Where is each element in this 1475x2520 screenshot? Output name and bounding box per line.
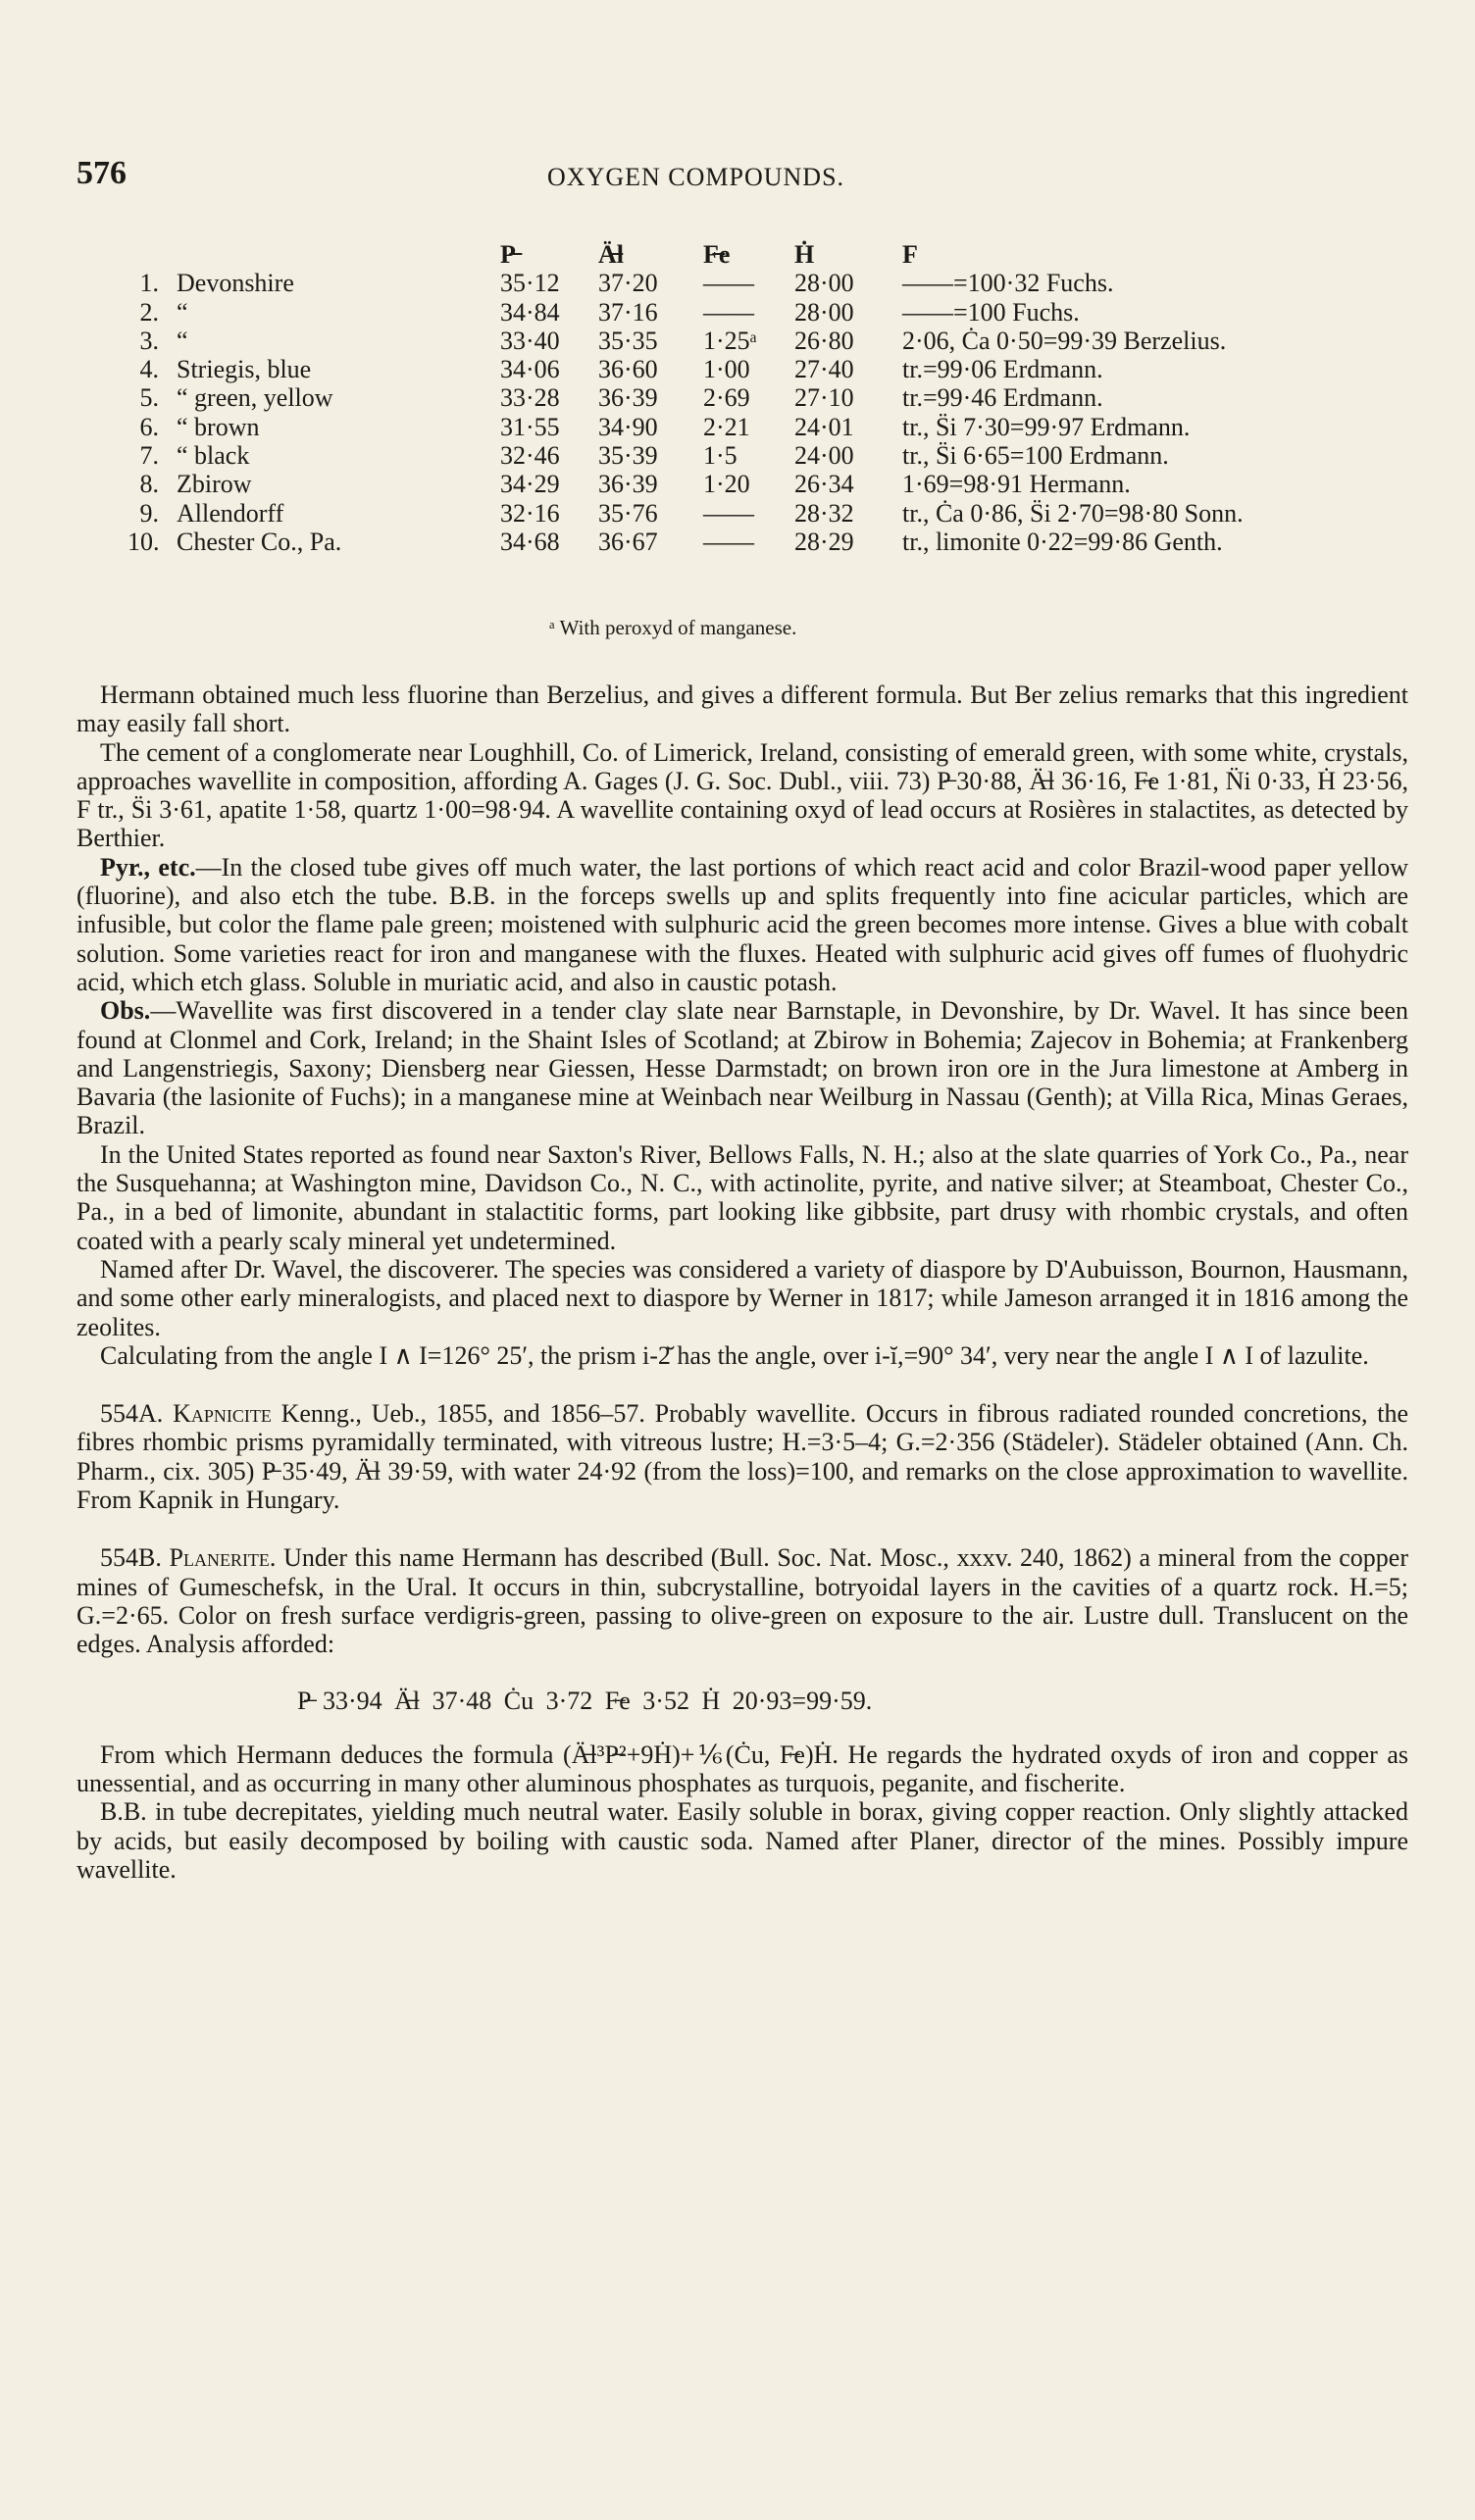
paragraph: B.B. in tube decrepitates, yielding much neutral water. Easily soluble in borax, giving copper reaction. Only slightly attacked by acids, but easily decomposed by boiling with caustic soda. Named after Planer, director of the mines. Possibly impure wavellite. xyxy=(76,1797,1408,1884)
cell-phosphoric: 34·29 xyxy=(500,470,560,499)
cell-iron: 2·21 xyxy=(703,412,750,441)
cell-alumina: 36·60 xyxy=(598,355,658,384)
cell-water: 28·29 xyxy=(794,527,854,556)
table-body xyxy=(127,269,1402,556)
table-row xyxy=(127,355,1402,383)
cell-remainder: tr., limonite 0·22=99·86 Genth. xyxy=(902,527,1223,556)
cell-alumina: 36·67 xyxy=(598,527,658,556)
cell-iron: —— xyxy=(703,527,754,556)
paragraph: In the United States reported as found near Saxton's River, Bellows Falls, N. H.; also at the slate quarries of York Co., Pa., near the Susquehanna; at Washington mine, Davidson Co., N. C., with actinolite, pyrite, and native silver; at Steamboat, Chester Co., Pa., in a bed of limonite, abundant in stalactitic forms, part looking like gibbsite, part drusy with rhombic crystals, and often coated with a pearly scaly mineral yet undetermined. xyxy=(76,1139,1408,1255)
paragraph: Hermann obtained much less fluorine than Berzelius, and gives a different formula. But Ber zelius remarks that this ingredient may easily fall short. xyxy=(76,680,1408,738)
row-locality: “ black xyxy=(177,441,250,471)
cell-phosphoric: 33·40 xyxy=(500,326,560,355)
row-locality: Zbirow xyxy=(177,470,252,499)
cell-remainder: tr.=99·46 Erdmann. xyxy=(902,383,1103,413)
cell-remainder: tr.=99·06 Erdmann. xyxy=(902,355,1103,384)
row-number: 2. xyxy=(139,297,159,327)
table-row xyxy=(127,298,1402,327)
cell-iron: —— xyxy=(703,269,754,298)
cell-iron: —— xyxy=(703,498,754,528)
table-header-row xyxy=(127,240,1402,269)
row-locality: “ xyxy=(177,326,188,355)
row-locality: “ brown xyxy=(177,412,260,441)
cell-remainder: ——=100·32 Fuchs. xyxy=(902,269,1114,298)
cell-iron: —— xyxy=(703,297,754,327)
kap-text: Kenng., Ueb., 1855, and 1856–57. Probably wavellite. Occurs in fibrous radiated rounded concretions, the fibres rhombic prisms pyramidally terminated, with vitreous lustre; H.=3·5–4; G.=2·356 (Städeler). Städeler obtained (Ann. Ch. Pharm., cix. 305) P̶ 35·49, Ä̶l 39·59, with water 24·92 (from the loss)=100, and remarks on the close approximation to wavellite. From Kapnik in Hungary. xyxy=(76,1399,1408,1515)
page-header xyxy=(76,155,1391,194)
cell-water: 28·00 xyxy=(794,269,854,298)
table-row xyxy=(127,269,1402,297)
cell-water: 24·00 xyxy=(794,441,854,471)
obs-text: —Wavellite was first discovered in a tender clay slate near Barnstaple, in Devonshire, by Dr. Wavel. It has since been found at Clonmel and Cork, Ireland; in the Shaint Isles of Scotland; at Zbirow in Bohemia; Zajecov in Bohemia; at Frankenberg and Langenstriegis, Saxony; Diensberg near Giessen, Hesse Darmstadt; on brown iron ore in the Jura limestone at Amberg in Bavaria (the lasionite of Fuchs); in a manganese mine at Weinbach near Weilburg in Nassau (Genth); at Villa Rica, Minas Geraes, Brazil. xyxy=(76,996,1408,1140)
row-locality: Devonshire xyxy=(177,269,294,298)
plan-name: Planerite. xyxy=(169,1543,277,1573)
col-header-phosphoric: P̶ xyxy=(500,240,516,269)
cell-alumina: 37·20 xyxy=(598,269,658,298)
kap-number: 554A. xyxy=(100,1399,164,1429)
cell-water: 26·80 xyxy=(794,326,854,355)
cell-alumina: 36·39 xyxy=(598,383,658,413)
table-row xyxy=(127,528,1402,556)
pyr-text: —In the closed tube gives off much water, the last portions of which react acid and color Brazil-wood paper yellow (fluorine), and also etch the tube. B.B. in the forceps swells up and splits frequently into fine acicular particles, which are infusible, but color the flame pale green; moistened with sulphuric acid the green becomes more intense. Gives a blue with cobalt solution. Some varieties react for iron and manganese with the fluxes. Heated with sulphuric acid gives off fumes of fluohydric acid, which etch glass. Soluble in muriatic acid, and also in caustic potash. xyxy=(76,852,1408,996)
table-row xyxy=(127,327,1402,355)
page-number: 576 xyxy=(76,155,127,191)
paragraph-observations xyxy=(76,996,1408,1139)
cell-phosphoric: 34·84 xyxy=(500,297,560,327)
table-row xyxy=(127,470,1402,498)
cell-water: 27·40 xyxy=(794,355,854,384)
plan-text: Under this name Hermann has described (Bull. Soc. Nat. Mosc., xxxv. 240, 1862) a mineral from the copper mines of Gumeschefsk, in the Ural. It occurs in thin, subcrystalline, botryoidal layers in the cavities of a quartz rock. H.=5; G.=2·65. Color on fresh surface verdigris-green, passing to olive-green on exposure to the air. Lustre dull. Translucent on the edges. Analysis afforded: xyxy=(76,1543,1408,1659)
cell-remainder: 1·69=98·91 Hermann. xyxy=(902,470,1131,499)
row-locality: Allendorff xyxy=(177,498,284,528)
cell-phosphoric: 32·46 xyxy=(500,441,560,471)
row-locality: Striegis, blue xyxy=(177,355,312,384)
row-locality: “ xyxy=(177,297,188,327)
row-number: 4. xyxy=(139,355,159,384)
table-row xyxy=(127,499,1402,528)
cell-water: 28·32 xyxy=(794,498,854,528)
plan-number: 554B. xyxy=(100,1543,162,1573)
row-number: 10. xyxy=(127,527,160,556)
analysis-table xyxy=(127,240,1402,556)
cell-phosphoric: 33·28 xyxy=(500,383,560,413)
cell-alumina: 35·35 xyxy=(598,326,658,355)
cell-phosphoric: 35·12 xyxy=(500,269,560,298)
cell-phosphoric: 31·55 xyxy=(500,412,560,441)
paragraph-pyrognostics xyxy=(76,853,1408,996)
col-header-fluorine: F xyxy=(902,240,918,269)
table-row xyxy=(127,383,1402,412)
col-header-water: Ḣ xyxy=(794,240,815,269)
cell-phosphoric: 34·68 xyxy=(500,527,560,556)
paragraph: Named after Dr. Wavel, the discoverer. The species was considered a variety of diaspore by D'Aubuisson, Bournon, Hausmann, and some other early mineralogists, and placed next to diaspore by Werner in 1817; while Jameson arranged it in 1816 among the zeolites. xyxy=(76,1254,1408,1341)
cell-iron: 2·69 xyxy=(703,383,750,413)
paragraph: The cement of a conglomerate near Loughhill, Co. of Limerick, Ireland, consisting of emerald green, with some white, crystals, approaches wavellite in composition, affording A. Gages (J. G. Soc. Dubl., viii. 73) P̶ 30·88, Ä̶l 36·16, F̶e 1·81, N̈i 0·33, Ḣ 23·56, F tr., S̈i 3·61, apatite 1·58, quartz 1·00=98·94. A wavellite containing oxyd of lead occurs at Rosières in stalactites, as detected by Berthier. xyxy=(76,737,1408,853)
analysis-formula: P̶ 33·94 Ä̶l 37·48 Ċu 3·72 F̶e 3·52 Ḣ 20·93=99·59. xyxy=(297,1686,873,1715)
cell-alumina: 35·39 xyxy=(598,441,658,471)
row-locality: Chester Co., Pa. xyxy=(177,527,342,556)
cell-remainder: tr., Ċa 0·86, S̈i 2·70=98·80 Sonn. xyxy=(902,498,1244,528)
paragraph: From which Hermann deduces the formula (Ä̶l³P̶²+9Ḣ)+⅙(Ċu, F̶e)Ḣ. He regards the hydrated oxyds of iron and copper as unessential, and as occurring in many other aluminous phosphates as turquois, peganite, and fischerite. xyxy=(76,1739,1408,1798)
kap-name: Kapnicite xyxy=(173,1399,272,1429)
table-row xyxy=(127,441,1402,470)
row-number: 9. xyxy=(139,498,159,528)
cell-water: 28·00 xyxy=(794,297,854,327)
row-number: 8. xyxy=(139,470,159,499)
row-number: 1. xyxy=(139,269,159,298)
cell-remainder: tr., S̈i 7·30=99·97 Erdmann. xyxy=(902,412,1191,441)
table-row xyxy=(127,413,1402,441)
paragraph-planerite xyxy=(76,1543,1408,1658)
running-title: OXYGEN COMPOUNDS. xyxy=(547,163,845,191)
paragraph: Calculating from the angle I ∧ I=126° 25′, the prism i-2̆ has the angle, over i-ĭ,=90° 34′, very near the angle I ∧ I of lazulite. xyxy=(100,1340,1369,1370)
pyr-heading: Pyr., etc. xyxy=(100,852,196,882)
cell-iron: 1·00 xyxy=(703,355,750,384)
cell-iron: 1·25ᵃ xyxy=(703,326,757,355)
cell-remainder: ——=100 Fuchs. xyxy=(902,297,1080,327)
cell-water: 24·01 xyxy=(794,412,854,441)
col-header-alumina: Ä̶l xyxy=(598,240,624,269)
cell-phosphoric: 32·16 xyxy=(500,498,560,528)
table-footnote: ᵃ With peroxyd of manganese. xyxy=(549,616,797,639)
row-number: 5. xyxy=(139,383,159,413)
cell-water: 26·34 xyxy=(794,470,854,499)
cell-alumina: 35·76 xyxy=(598,498,658,528)
cell-iron: 1·5 xyxy=(703,441,738,471)
cell-alumina: 37·16 xyxy=(598,297,658,327)
row-locality: “ green, yellow xyxy=(177,383,333,413)
obs-heading: Obs. xyxy=(100,996,151,1026)
cell-remainder: tr., S̈i 6·65=100 Erdmann. xyxy=(902,441,1169,471)
cell-remainder: 2·06, Ċa 0·50=99·39 Berzelius. xyxy=(902,326,1227,355)
row-number: 3. xyxy=(139,326,159,355)
cell-alumina: 36·39 xyxy=(598,470,658,499)
cell-phosphoric: 34·06 xyxy=(500,355,560,384)
col-header-iron: F̶e xyxy=(703,240,731,269)
row-number: 7. xyxy=(139,441,159,471)
cell-alumina: 34·90 xyxy=(598,412,658,441)
body-text xyxy=(76,680,1408,1884)
paragraph-kapnicite xyxy=(76,1399,1408,1514)
row-number: 6. xyxy=(139,412,159,441)
cell-water: 27·10 xyxy=(794,383,854,413)
cell-iron: 1·20 xyxy=(703,470,750,499)
